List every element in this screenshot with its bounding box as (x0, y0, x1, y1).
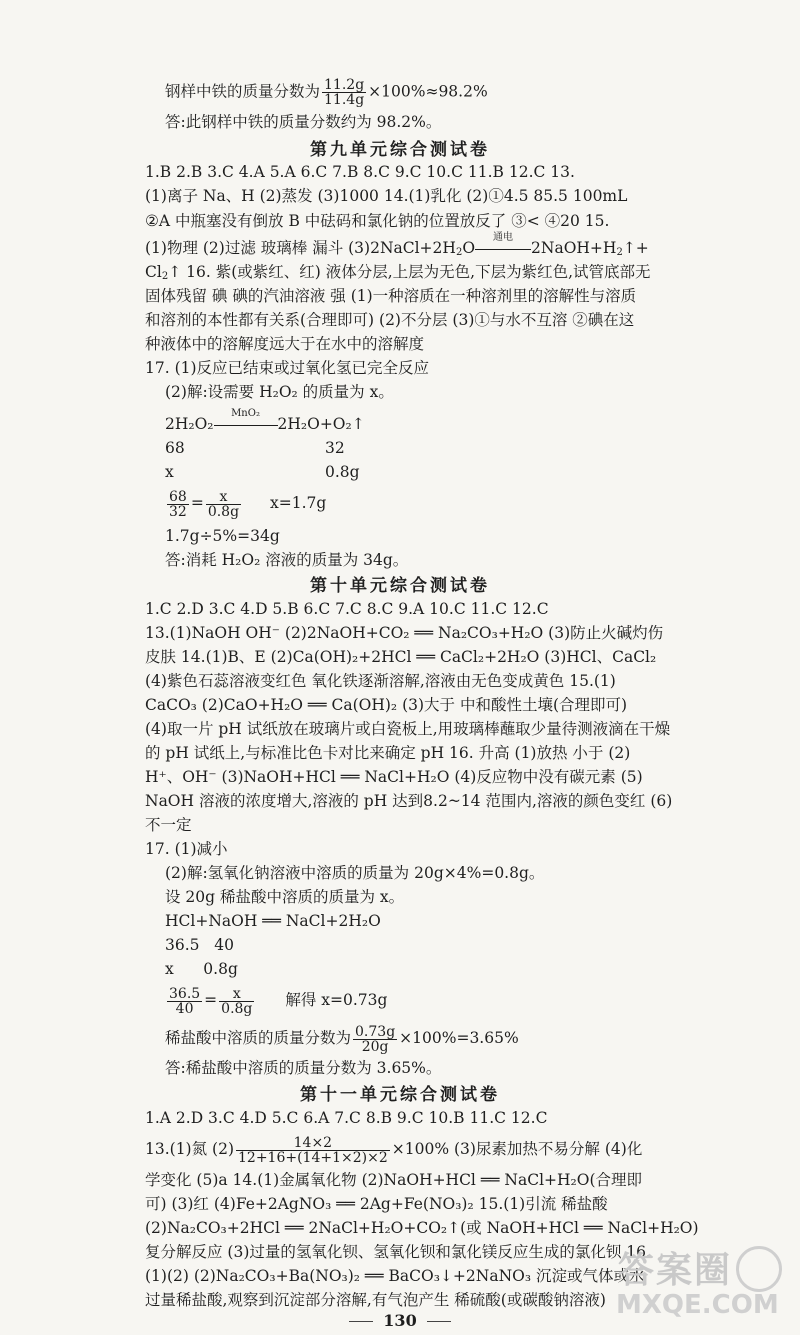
text: 2NaOH+H (531, 239, 617, 257)
unit9-mass-row (165, 436, 776, 460)
fraction-denominator: 20g (361, 1038, 389, 1055)
reaction-arrow (475, 232, 531, 254)
unit11-line: 复分解反应 (3)过量的氢氧化钡、氢氧化钡和氯化镁反应生成的氯化钡 16. (145, 1243, 651, 1261)
text: 13.(1)氮 (2) (145, 1140, 234, 1158)
fraction-denominator: 12+16+(14+1×2)×2 (238, 1149, 388, 1166)
fraction-numerator: 0.73g (355, 1023, 396, 1040)
fraction-denominator: 32 (169, 503, 187, 520)
unit10-q17-part2: (2)解:氢氧化钠溶液中溶质的质量为 20g×4%=0.8g。 (165, 864, 545, 882)
text: 32 (325, 439, 345, 457)
unit10-mass-row: x 0.8g (165, 960, 238, 978)
unit10-equation: HCl+NaOH ══ NaCl+2H₂O (165, 912, 381, 930)
fraction (353, 1025, 397, 1054)
watermark-url: MXQE.COM (616, 1290, 779, 1320)
reaction-arrow (214, 408, 278, 430)
unit10-line: H⁺、OH⁻ (3)NaOH+HCl ══ NaCl+H₂O (4)反应物中没有碳元素 (5) (145, 768, 643, 786)
unit9-line: ②A 中瓶塞没有倒放 B 中砝码和氯化钠的位置放反了 ③< ④20 15. (145, 212, 610, 230)
fraction-numerator: 68 (169, 488, 187, 505)
text: x (165, 463, 174, 481)
unit11-line: 过量稀盐酸,观察到沉淀部分溶解,有气泡产生 稀硫酸(或碳酸钠溶液) (145, 1291, 606, 1309)
text: ×100% (3)尿素加热不易分解 (4)化 (391, 1140, 643, 1158)
unit10-line: 皮肤 14.(1)B、E (2)Ca(OH)₂+2HCl ══ CaCl₂+2H₂O (3)HCl、CaCl₂ (145, 648, 657, 666)
text: 68 (165, 439, 185, 457)
unit10-q17-part1: 17. (1)减小 (145, 840, 228, 858)
watermark-circle-icon (736, 1246, 782, 1292)
unit9-line: $Cl_2↑$ 16. 紫(或紫红、红) 液体分层,上层为无色,下层为紫红色,试管底部无 (145, 263, 651, 282)
fraction-numerator: 36.5 (169, 985, 201, 1002)
text: 2H₂O+O₂↑ (277, 415, 365, 433)
unit10-line: NaOH 溶液的浓度增大,溶液的 pH 达到8.2~14 范围内,溶液的颜色变红 (6) (145, 792, 673, 810)
unit10-proportion: $\frac{36.5}{40}$ = $\frac{x}{0.8g}$ 解得 x=0.73g (169, 985, 388, 1017)
unit10-line: CaCO₃ (2)CaO+H₂O ══ Ca(OH)₂ (3)大于 中和酸性土壤(合理即可) (145, 696, 628, 714)
fraction (206, 490, 241, 519)
fraction-denominator: 40 (175, 1000, 194, 1017)
unit9-equation (165, 408, 776, 436)
unit10-mass-fraction (165, 1022, 776, 1054)
unit11-line: (2)Na₂CO₃+2HCl ══ 2NaCl+H₂O+CO₂↑(或 NaOH+HCl ══ NaCl+H₂O) (145, 1219, 699, 1237)
text: ↑+ (622, 239, 649, 257)
unit11-line (145, 1132, 776, 1166)
fraction-numerator: x (219, 987, 254, 1002)
reaction-condition: MnO₂ (231, 408, 260, 419)
text: 解得 x=0.73g (285, 991, 388, 1009)
fraction-numerator: 11.2g (324, 77, 365, 93)
unit9-line: 1.B 2.B 3.C 4.A 5.A 6.C 7.B 8.C 9.C 10.C 11.B 12.C 13. (145, 163, 575, 181)
unit10-title: 第十单元综合测试卷 (310, 576, 490, 596)
unit11-line: 1.A 2.D 3.C 4.D 5.C 6.A 7.C 8.B 9.C 10.B 11.C 12.C (145, 1109, 548, 1127)
unit10-mass-row: 36.5 40 (165, 936, 235, 954)
unit9-q17-part2: (2)解:设需要 H₂O₂ 的质量为 x。 (165, 383, 394, 401)
unit9-proportion: $\frac{68}{32}$ = $\frac{x}{0.8g}$ x=1.7g (169, 488, 327, 520)
page-number-text: 130 (383, 1311, 417, 1330)
unit9-mass-row (165, 460, 776, 484)
fraction (236, 1136, 390, 1165)
fraction (219, 987, 254, 1016)
unit11-line: (1)(2) (2)Na₂CO₃+Ba(NO₃)₂ ══ BaCO₃↓+2NaNO₃ 沉淀或气体或水 (145, 1267, 645, 1285)
text: ↑ 16. 紫(或紫红、红) 液体分层,上层为无色,下层为紫红色,试管底部无 (168, 263, 651, 281)
text: x=1.7g (270, 494, 327, 512)
text: 稀盐酸中溶质的质量分数为 (165, 1029, 352, 1047)
text: 2H₂O₂ (165, 415, 214, 433)
unit10-line: 不一定 (145, 816, 192, 834)
unit9-line: (1)离子 Na、H (2)蒸发 (3)1000 14.(1)乳化 (2)①4.5 85.5 100mL (145, 187, 628, 205)
unit9-title: 第九单元综合测试卷 (310, 140, 490, 160)
unit10-line: (4)紫色石蕊溶液变红色 氧化铁逐渐溶解,溶液由无色变成黄色 15.(1) (145, 672, 616, 690)
unit9-line: 种液体中的溶解度远大于在水中的溶解度 (145, 335, 425, 353)
steel-mass-fraction-line (165, 77, 776, 108)
fraction-denominator: 11.4g (324, 92, 365, 108)
fraction-denominator: 0.8g (207, 503, 240, 520)
text: ×100%=3.65% (399, 1029, 519, 1047)
watermark-text: 答案圈 (618, 1249, 733, 1291)
fraction-numerator: 14×2 (236, 1136, 390, 1151)
reaction-condition: 通电 (493, 232, 514, 243)
unit10-line: 的 pH 试纸上,与标准比色卡对比来确定 pH 16. 升高 (1)放热 小于 (2) (145, 744, 631, 762)
unit11-title: 第十一单元综合测试卷 (300, 1085, 500, 1105)
unit9-answer: 答:消耗 H₂O₂ 溶液的质量为 34g。 (165, 551, 409, 569)
text: 钢样中铁的质量分数为 (165, 82, 321, 101)
text: Cl (145, 263, 162, 281)
text: (1)物理 (2)过滤 玻璃棒 漏斗 (3)2NaCl+2H (145, 239, 456, 257)
unit11-line: 可) (3)红 (4)Fe+2AgNO₃ ══ 2Ag+Fe(NO₃)₂ 15.(1)引流 稀盐酸 (145, 1195, 608, 1213)
fraction (167, 987, 202, 1016)
unit10-line: (4)取一片 pH 试纸放在玻璃片或白瓷板上,用玻璃棒蘸取少量待测液滴在干燥 (145, 720, 671, 738)
unit9-q17-part1: 17. (1)反应已结束或过氧化氢已完全反应 (145, 359, 430, 377)
text: 0.8g (325, 463, 360, 481)
unit10-q17-part3: 设 20g 稀盐酸中溶质的质量为 x。 (165, 888, 405, 906)
unit9-line: 和溶剂的本性都有关系(合理即可) (2)不分层 (3)①与水不互溶 ②碘在这 (145, 311, 635, 329)
fraction-denominator: 0.8g (221, 1000, 253, 1017)
unit9-line: (1)物理 (2)过滤 玻璃棒 漏斗 $(3)2NaCl+2H_2O$ 通电 $2NaOH+H_2↑+$ (145, 232, 649, 258)
steel-answer: 答:此钢样中铁的质量分数约为 98.2%。 (165, 113, 442, 131)
unit9-line: 固体残留 碘 碘的汽油溶液 强 (1)一种溶质在一种溶剂里的溶解性与溶质 (145, 287, 637, 305)
text: ×100%≈98.2% (368, 82, 488, 101)
fraction-numerator: x (206, 490, 241, 505)
unit9-calc: 1.7g÷5%=34g (165, 527, 280, 545)
unit10-answer: 答:稀盐酸中溶质的质量分数为 3.65%。 (165, 1059, 442, 1077)
fraction (322, 78, 366, 107)
unit10-line: 13.(1)NaOH OH⁻ (2)2NaOH+CO₂ ══ Na₂CO₃+H₂O (3)防止火碱灼伤 (145, 624, 664, 642)
fraction (167, 490, 189, 519)
watermark-logo (610, 1240, 790, 1326)
unit11-line: 学变化 (5)a 14.(1)金属氧化物 (2)NaOH+HCl ══ NaCl+H₂O(合理即 (145, 1171, 642, 1189)
unit10-line: 1.C 2.D 3.C 4.D 5.B 6.C 7.C 8.C 9.A 10.C 11.C 12.C (145, 600, 549, 618)
